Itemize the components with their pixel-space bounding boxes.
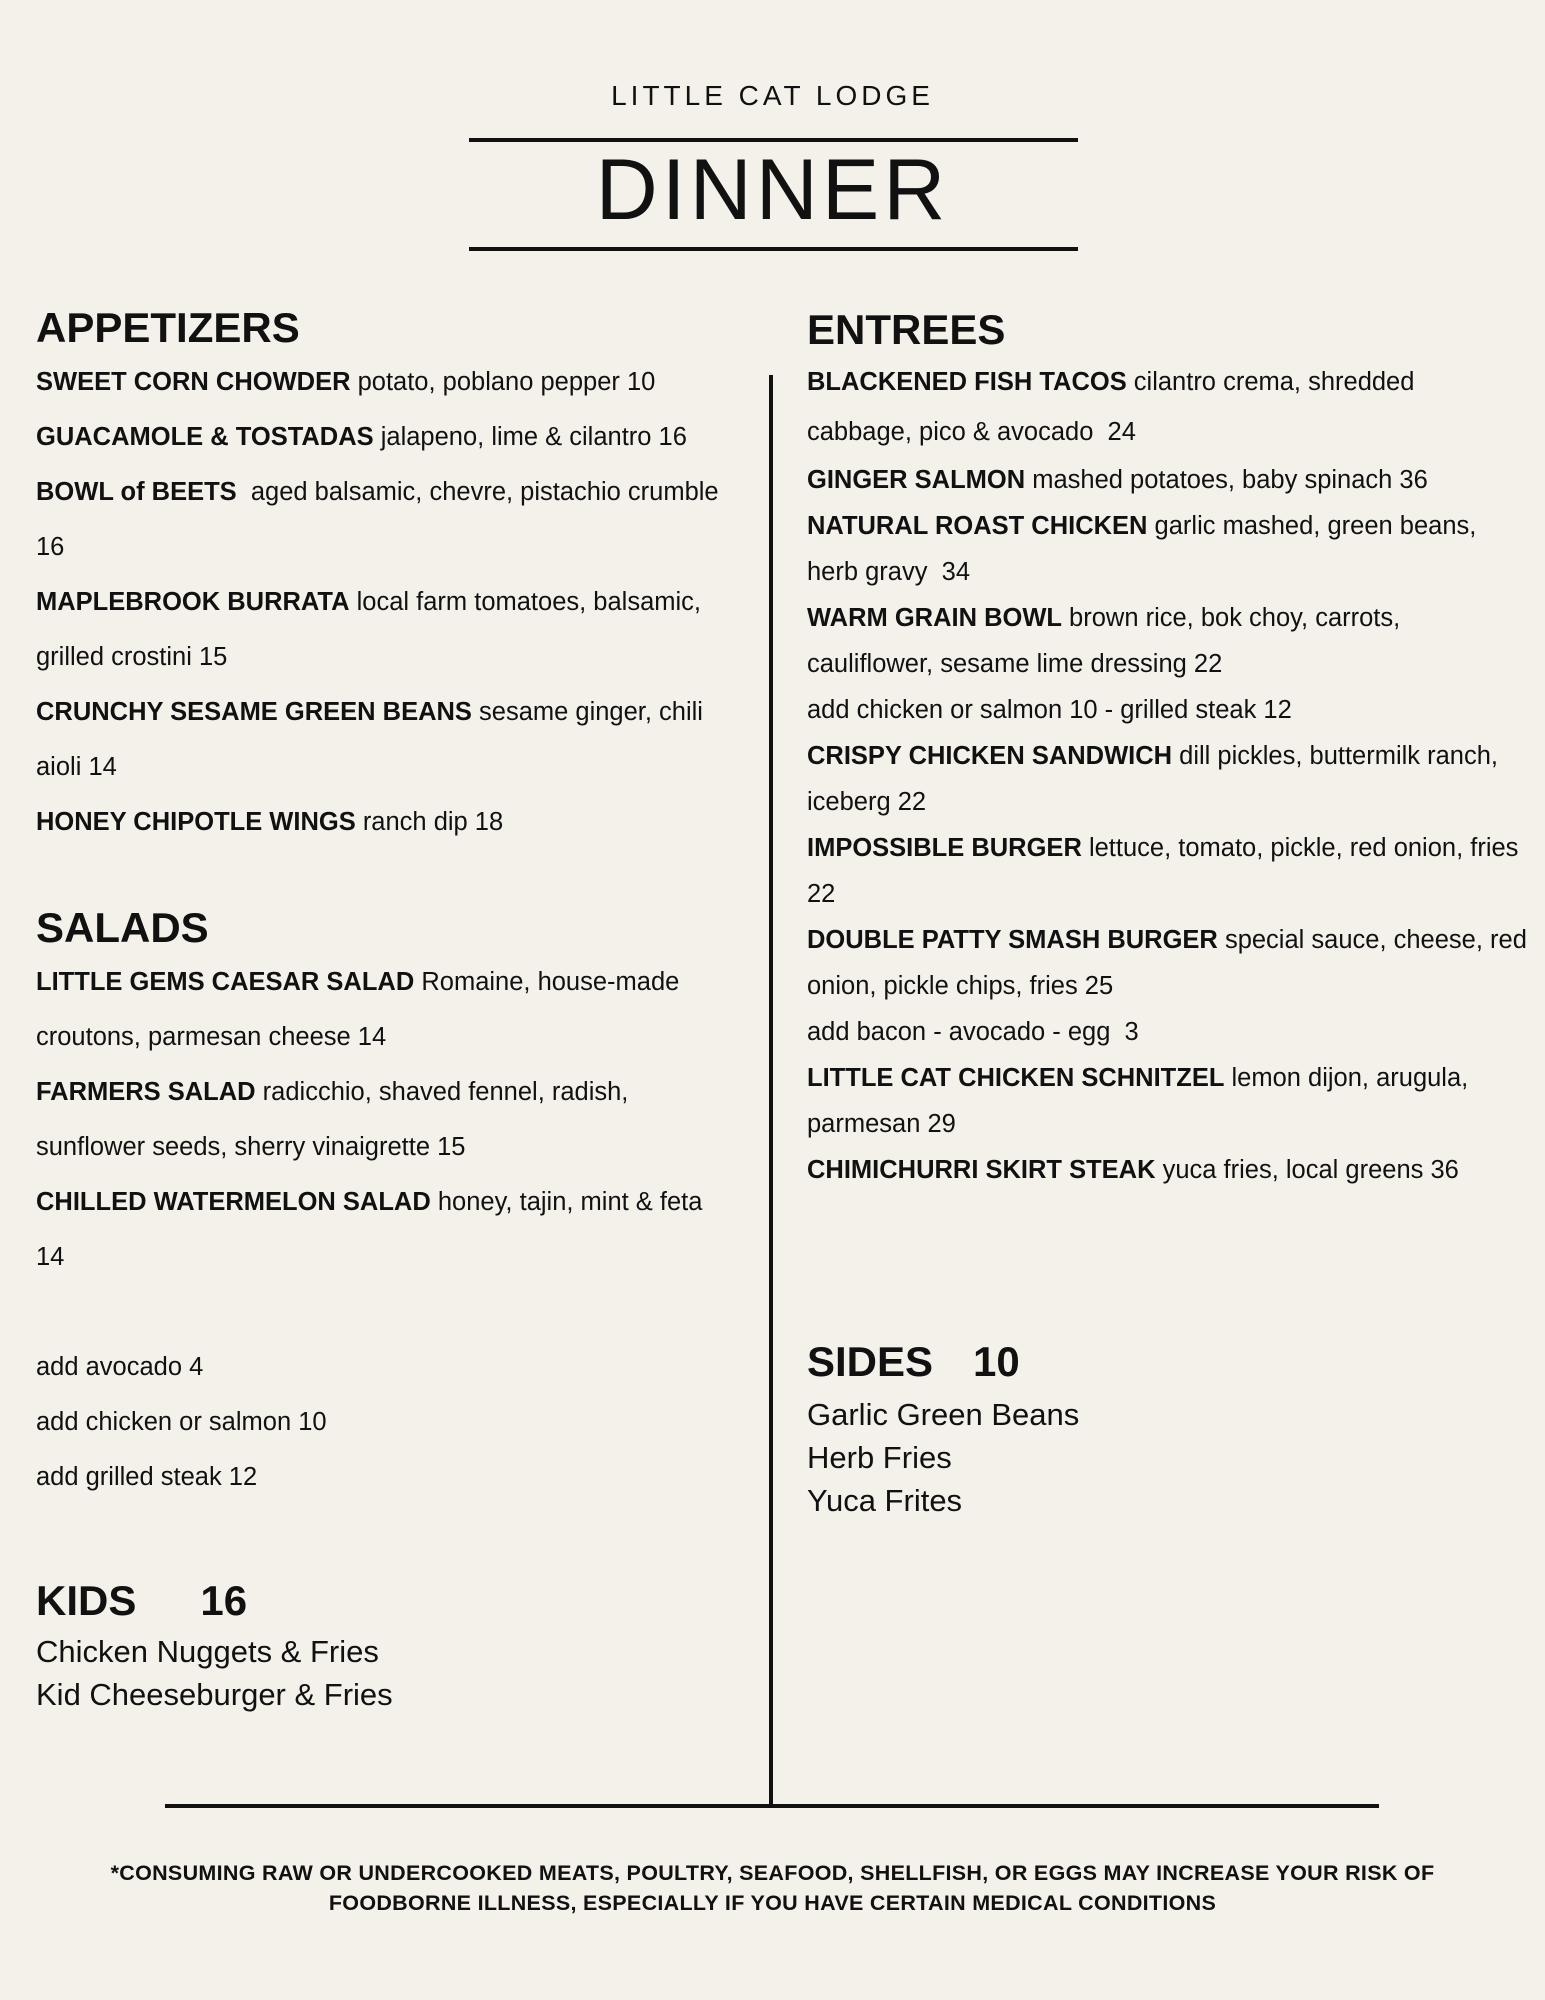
appetizers-list — [36, 355, 756, 850]
item-name: FARMERS SALAD — [36, 1078, 256, 1106]
menu-item — [36, 795, 756, 850]
item-desc: Romaine, house-made croutons, parmesan cheese 14 — [36, 968, 680, 1051]
column-divider — [769, 375, 773, 1808]
addon-item: add grilled steak 12 — [36, 1463, 258, 1491]
sides-price: 10 — [973, 1338, 1020, 1385]
menu-item — [807, 1147, 1532, 1193]
kids-item: Kid Cheeseburger & Fries — [36, 1677, 393, 1712]
item-name: IMPOSSIBLE BURGER — [807, 834, 1082, 862]
side-item: Herb Fries — [807, 1440, 952, 1475]
item-name: BOWL of BEETS — [36, 478, 237, 506]
item-name: SWEET CORN CHOWDER — [36, 368, 351, 396]
sides-list — [807, 1393, 1527, 1522]
item-desc: radicchio, shaved fennel, radish, sunflower seeds, sherry vinaigrette 15 — [36, 1078, 629, 1161]
side-item: Garlic Green Beans — [807, 1397, 1080, 1432]
menu-item — [807, 825, 1532, 917]
kids-heading — [36, 1576, 756, 1626]
menu-item — [36, 410, 756, 465]
footer-rule — [165, 1804, 1379, 1808]
menu-item — [36, 1175, 716, 1285]
menu-addon — [807, 1009, 1532, 1055]
menu-addon — [807, 687, 1532, 733]
menu-item — [36, 465, 726, 575]
item-desc: dill pickles, buttermilk ranch, iceberg 22 — [807, 742, 1499, 816]
item-name: WARM GRAIN BOWL — [807, 604, 1062, 632]
entrees-heading: ENTREES — [807, 306, 1006, 353]
salads-heading: SALADS — [36, 904, 209, 951]
item-name: LITTLE CAT CHICKEN SCHNITZEL — [807, 1064, 1225, 1092]
side-item: Yuca Frites — [807, 1483, 963, 1518]
salads-list — [36, 955, 756, 1285]
title-rule-bottom — [469, 247, 1078, 251]
menu-item — [36, 955, 696, 1065]
item-name: CRISPY CHICKEN SANDWICH — [807, 742, 1173, 770]
sides-label: SIDES — [807, 1338, 934, 1385]
kids-list — [36, 1630, 756, 1716]
kids-price: 16 — [200, 1577, 248, 1624]
item-name: GUACAMOLE & TOSTADAS — [36, 423, 374, 451]
item-desc: jalapeno, lime & cilantro 16 — [373, 423, 687, 451]
menu-item — [807, 457, 1532, 503]
item-desc: ranch dip 18 — [355, 808, 504, 836]
item-name: BLACKENED FISH TACOS — [807, 368, 1127, 396]
item-desc: garlic mashed, green beans, herb gravy 34 — [807, 512, 1484, 586]
item-name: CRUNCHY SESAME GREEN BEANS — [36, 698, 472, 726]
addon-item: add chicken or salmon 10 — [36, 1408, 327, 1436]
item-desc: special sauce, cheese, red onion, pickle chips, fries 25 — [807, 926, 1527, 1000]
menu-item — [807, 917, 1532, 1009]
item-desc: honey, tajin, mint & feta 14 — [36, 1188, 703, 1271]
entrees-section — [807, 305, 1532, 1193]
kids-item: Chicken Nuggets & Fries — [36, 1634, 379, 1669]
entrees-list — [807, 357, 1532, 1193]
item-name: LITTLE GEMS CAESAR SALAD — [36, 968, 415, 996]
menu-item — [36, 1065, 716, 1175]
item-desc: lettuce, tomato, pickle, red onion, fries 22 — [807, 834, 1519, 908]
item-name: MAPLEBROOK BURRATA — [36, 588, 350, 616]
addon-text: add chicken or salmon 10 - grilled steak 12 — [807, 696, 1292, 724]
addon-text: add bacon - avocado - egg 3 — [807, 1018, 1139, 1046]
menu-item — [36, 355, 756, 410]
menu-item — [807, 595, 1532, 687]
disclaimer — [40, 1858, 1505, 1918]
appetizers-section — [36, 303, 756, 850]
item-desc: sesame ginger, chili aioli 14 — [36, 698, 703, 781]
item-name: DOUBLE PATTY SMASH BURGER — [807, 926, 1218, 954]
menu-item — [807, 733, 1532, 825]
menu-item — [807, 357, 1497, 457]
item-desc: local farm tomatoes, balsamic, grilled crostini 15 — [36, 588, 702, 671]
item-desc: cilantro crema, shredded cabbage, pico & avocado 24 — [807, 368, 1422, 446]
item-name: NATURAL ROAST CHICKEN — [807, 512, 1148, 540]
item-desc: lemon dijon, arugula, parmesan 29 — [807, 1064, 1469, 1138]
kids-label: KIDS — [36, 1577, 137, 1624]
salads-section — [36, 903, 756, 1505]
kids-section — [36, 1576, 756, 1716]
addon-item: add avocado 4 — [36, 1353, 204, 1381]
item-desc: aged balsamic, chevre, pistachio crumble 16 — [36, 478, 726, 561]
menu-title: DINNER — [595, 142, 950, 238]
item-name: CHILLED WATERMELON SALAD — [36, 1188, 431, 1216]
item-desc: mashed potatoes, baby spinach 36 — [1025, 466, 1428, 494]
item-desc: yuca fries, local greens 36 — [1155, 1156, 1459, 1184]
salad-addons — [36, 1340, 756, 1505]
item-name: HONEY CHIPOTLE WINGS — [36, 808, 356, 836]
item-desc: potato, poblano pepper 10 — [350, 368, 656, 396]
menu-item — [36, 575, 726, 685]
menu-item — [807, 1055, 1532, 1147]
menu-item — [36, 685, 736, 795]
disclaimer-line-2: FOODBORNE ILLNESS, ESPECIALLY IF YOU HAVE CERTAIN MEDICAL CONDITIONS — [328, 1891, 1217, 1915]
item-desc: brown rice, bok choy, carrots, cauliflower, sesame lime dressing 22 — [807, 604, 1401, 678]
appetizers-heading: APPETIZERS — [36, 304, 300, 351]
disclaimer-line-1: *CONSUMING RAW OR UNDERCOOKED MEATS, POULTRY, SEAFOOD, SHELLFISH, OR EGGS MAY INCREASE YOUR RISK OF — [110, 1861, 1435, 1885]
venue-name: LITTLE CAT LODGE — [611, 80, 934, 111]
item-name: CHIMICHURRI SKIRT STEAK — [807, 1156, 1156, 1184]
sides-heading — [807, 1337, 1527, 1387]
sides-section — [807, 1337, 1527, 1522]
item-name: GINGER SALMON — [807, 466, 1026, 494]
menu-item — [807, 503, 1532, 595]
